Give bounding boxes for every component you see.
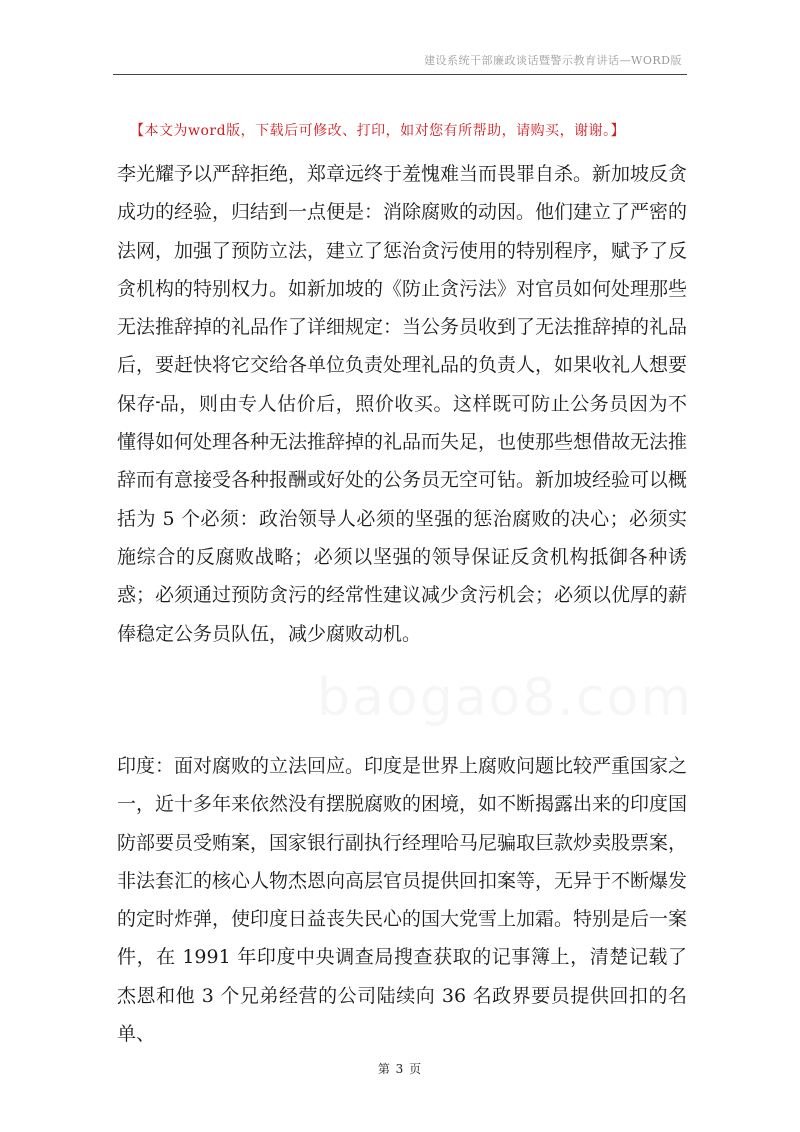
download-notice: 【本文为word版，下载后可修改、打印，如对您有所帮助，请购买，谢谢。】 xyxy=(130,123,626,139)
running-header: 建设系统干部廉政谈话暨警示教育讲话—WORD版 xyxy=(424,54,682,67)
paragraph-singapore: 李光耀予以严辞拒绝，郑章远终于羞愧难当而畏罪自杀。新加坡反贪成功的经验，归结到一点便是：消除腐败的动因。他们建立了严密的法网，加强了预防立法，建立了惩治贪污使用的特别程序，赋予了反贪机构的特别权力。如新加坡的《防止贪污法》对官员如何处理那些无法推辞掉的礼品作了详细规定：当公务员收到了无法推辞掉的礼品后，要赶快将它交给各单位负责处理礼品的负责人，如果收礼人想要保存᠊品，则由专人估价后，照价收买。这样既可防止公务员因为不懂得如何处理各种无法推辞掉的礼品而失足，也使那些想借故无法推辞而有意接受各种报酬或好处的公务员无空可钻。新加坡经验可以概括为 5 个必须：政治领导人必须的坚强的惩治腐败的决心；必须实施综合的反腐败战略；必须以坚强的领导保证反贪机构抵御各种诱惑；必须通过预防贪污的经常性建议减少贪污机会；必须以优厚的薪俸稳定公务员队伍，减少腐败动机。 xyxy=(117,163,688,645)
paragraph-india: 印度：面对腐败的立法回应。印度是世界上腐败问题比较严重国家之一，近十多年来依然没有摆脱腐败的困境，如不断揭露出来的印度国防部要员受贿案，国家银行副执行经理哈马尼骗取巨款炒卖股票案，非法套汇的核心人物杰恩向高层官员提供回扣案等，无异于不断爆发的定时炸弹，使印度日益丧失民心的国大党雪上加霜。特别是后一案件，在 1991 年印度中央调查局搜查获取的记事簿上，清楚记载了杰恩和他 3 个兄弟经营的公司陆续向 36 名政界要员提供回扣的名单、 xyxy=(117,755,688,1046)
page-number: 第 3 页 xyxy=(377,1062,423,1076)
header-divider xyxy=(113,74,687,75)
watermark-logo xyxy=(317,668,693,728)
